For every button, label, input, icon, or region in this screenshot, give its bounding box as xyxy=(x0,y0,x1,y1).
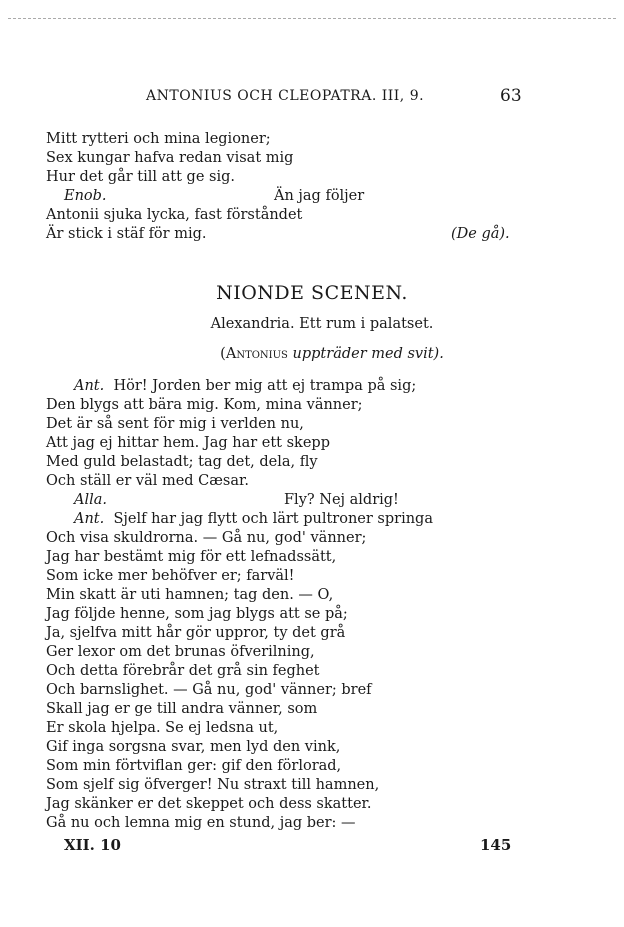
verse-line: Gif inga sorgsna svar, men lyd den vink, xyxy=(46,739,341,755)
verse-line: Er skola hjelpa. Se ej ledsna ut, xyxy=(46,720,279,736)
page-number: 63 xyxy=(500,86,522,106)
verse-line: Den blygs att bära mig. Kom, mina vänner; xyxy=(46,397,363,413)
sheet-number: 145 xyxy=(480,836,512,854)
verse-line: Ja, sjelfva mitt hår gör uppror, ty det grå xyxy=(46,625,346,641)
verse-line: Min skatt är uti hamnen; tag den. — O, xyxy=(46,587,334,603)
verse-line: Jag skänker er det skeppet och dess skatter. xyxy=(46,796,372,812)
verse-line: Som sjelf sig öfverger! Nu straxt till hamnen, xyxy=(46,777,380,793)
verse-line: Är stick i stäf för mig. (De gå). xyxy=(46,226,510,242)
verse-line: Ger lexor om det brunas öfverilning, xyxy=(46,644,315,660)
verse-line: Och barnslighet. — Gå nu, god' vänner; bref xyxy=(46,682,372,698)
verse-line: Med guld belastadt; tag det, dela, fly xyxy=(46,454,318,470)
verse-line: Antonii sjuka lycka, fast förståndet xyxy=(46,207,303,223)
entrance-direction: (Antonius uppträder med svit). xyxy=(220,346,444,362)
verse-line: Gå nu och lemna mig en stund, jag ber: — xyxy=(46,815,356,831)
stage-direction: (De gå). xyxy=(451,226,510,242)
verse-line: Och visa skuldrorna. — Gå nu, god' vänner; xyxy=(46,530,367,546)
page-header xyxy=(0,86,624,108)
verse-line: Ant. Sjelf har jag flytt och lärt pultroner springa xyxy=(74,511,433,527)
scene-title: NIONDE SCENEN. xyxy=(216,282,408,304)
verse-line: Alla. Fly? Nej aldrig! xyxy=(74,492,399,508)
speaker-label: Enob. xyxy=(64,188,107,204)
verse-line: Enob. Än jag följer xyxy=(64,188,365,204)
verse-line: Jag har bestämt mig för ett lefnadssätt, xyxy=(46,549,337,565)
verse-line: Mitt rytteri och mina legioner; xyxy=(46,131,271,147)
verse-line: Jag följde henne, som jag blygs att se på; xyxy=(46,606,348,622)
speaker-label: Ant. xyxy=(74,378,105,394)
verse-line: Hur det går till att ge sig. xyxy=(46,169,235,185)
verse-line: Som icke mer behöfver er; farväl! xyxy=(46,568,295,584)
verse-line: Ant. Hör! Jorden ber mig att ej trampa på sig; xyxy=(74,378,417,394)
signature-mark: XII. 10 xyxy=(64,836,121,854)
speaker-label: Ant. xyxy=(74,511,105,527)
verse-line: Som min förtviflan ger: gif den förlorad, xyxy=(46,758,342,774)
verse-line: Sex kungar hafva redan visat mig xyxy=(46,150,294,166)
running-title: ANTONIUS OCH CLEOPATRA. III, 9. xyxy=(146,88,425,104)
speaker-label: Alla. xyxy=(74,492,108,508)
verse-line: Att jag ej hittar hem. Jag har ett skepp xyxy=(46,435,330,451)
verse-line: Och detta förebrår det grå sin feghet xyxy=(46,663,320,679)
scene-setting: Alexandria. Ett rum i palatset. xyxy=(210,316,434,332)
verse-line: Och ställ er väl med Cæsar. xyxy=(46,473,249,489)
verse-line: Skall jag er ge till andra vänner, som xyxy=(46,701,318,717)
verse-line: Det är så sent för mig i verlden nu, xyxy=(46,416,304,432)
top-edge-line xyxy=(8,18,616,19)
